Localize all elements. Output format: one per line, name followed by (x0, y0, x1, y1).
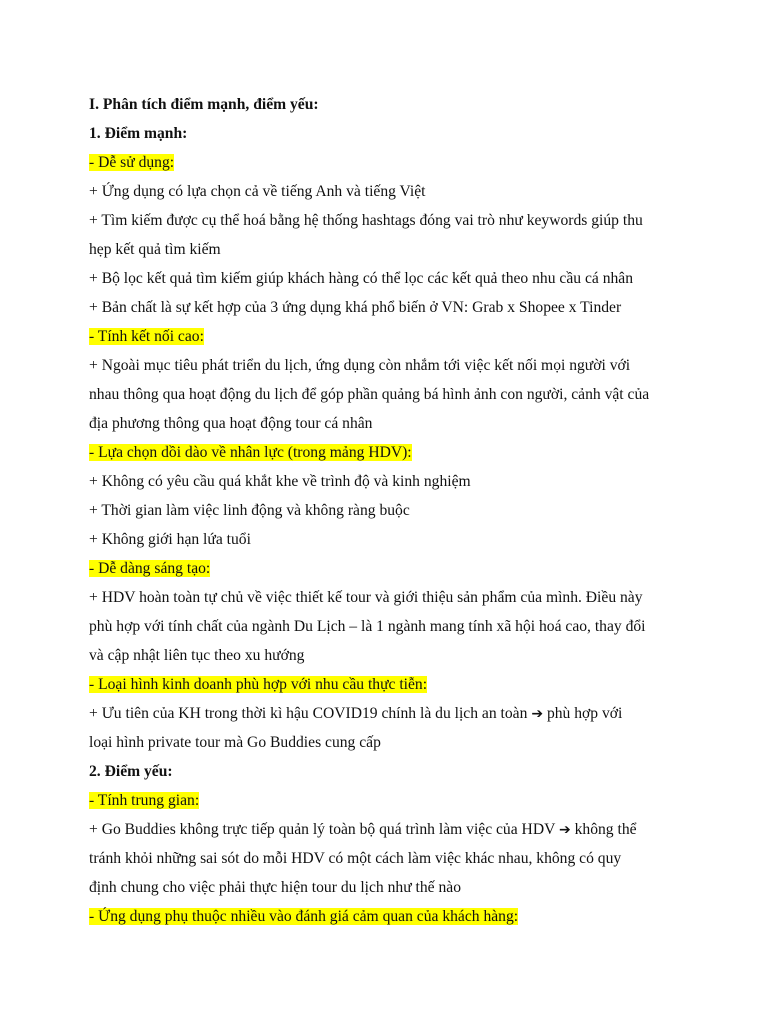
connectivity-heading: - Tính kết nối cao: (89, 328, 204, 345)
intermediary-heading: - Tính trung gian: (89, 792, 200, 809)
ease-of-use-heading: - Dễ sử dụng: (89, 154, 175, 171)
list-item: + Ngoài mục tiêu phát triển du lịch, ứng dụng còn nhắm tới việc kết nối mọi người với (89, 357, 631, 374)
section-title: I. Phân tích điểm mạnh, điểm yếu: (89, 96, 319, 113)
list-item-continued: loại hình private tour mà Go Buddies cung cấp (89, 734, 381, 751)
list-item-continued: hẹp kết quả tìm kiếm (89, 241, 221, 258)
list-item-continued: và cập nhật liên tục theo xu hướng (89, 647, 305, 664)
connectivity-heading-line (89, 322, 719, 351)
list-item-continued: tránh khỏi những sai sót do mỗi HDV có một cách làm việc khác nhau, không có quy (89, 850, 622, 867)
strengths-heading: 1. Điểm mạnh: (89, 125, 188, 142)
list-item: + Ứng dụng có lựa chọn cả về tiếng Anh và tiếng Việt (89, 183, 426, 200)
list-item-continued: phù hợp với tính chất của ngành Du Lịch – là 1 ngành mang tính xã hội hoá cao, thay đổi (89, 618, 646, 635)
weaknesses-heading: 2. Điểm yếu: (89, 763, 173, 780)
business-fit-heading-line (89, 670, 719, 699)
dependence-heading-line (89, 902, 719, 931)
arrow-right-icon: ➔ (558, 822, 571, 838)
creativity-heading-line (89, 554, 719, 583)
list-item: + Không có yêu cầu quá khắt khe về trình độ và kinh nghiệm (89, 473, 471, 490)
list-item: + Tìm kiếm được cụ thể hoá bằng hệ thống hashtags đóng vai trò như keywords giúp thu (89, 212, 643, 229)
list-item-continued: nhau thông qua hoạt động du lịch để góp phần quảng bá hình ảnh con người, cảnh vật của (89, 386, 650, 403)
creativity-heading: - Dễ dàng sáng tạo: (89, 560, 211, 577)
list-item: + HDV hoàn toàn tự chủ về việc thiết kế tour và giới thiệu sản phẩm của mình. Điều này (89, 589, 643, 606)
workforce-heading: - Lựa chọn dồi dào về nhân lực (trong mảng HDV): (89, 444, 412, 461)
business-fit-heading: - Loại hình kinh doanh phù hợp với nhu cầu thực tiễn: (89, 676, 428, 693)
list-item-text: + Go Buddies không trực tiếp quản lý toàn bộ quá trình làm việc của HDV (89, 821, 556, 838)
list-item (89, 815, 719, 844)
list-item: + Bản chất là sự kết hợp của 3 ứng dụng khá phổ biến ở VN: Grab x Shopee x Tinder (89, 299, 622, 316)
list-item (89, 699, 719, 728)
arrow-right-icon: ➔ (531, 706, 544, 722)
list-item-continued: định chung cho việc phải thực hiện tour du lịch như thế nào (89, 879, 462, 896)
dependence-heading: - Ứng dụng phụ thuộc nhiều vào đánh giá cảm quan của khách hàng: (89, 908, 519, 925)
list-item-text: phù hợp với (546, 705, 623, 722)
workforce-heading-line (89, 438, 719, 467)
list-item: + Không giới hạn lứa tuổi (89, 531, 251, 548)
intermediary-heading-line (89, 786, 719, 815)
document-body (89, 90, 719, 931)
list-item-text: + Ưu tiên của KH trong thời kì hậu COVID19 chính là du lịch an toàn (89, 705, 528, 722)
list-item-text: không thể (574, 821, 637, 838)
list-item: + Thời gian làm việc linh động và không ràng buộc (89, 502, 410, 519)
ease-of-use-heading-line (89, 148, 719, 177)
list-item: + Bộ lọc kết quả tìm kiếm giúp khách hàng có thể lọc các kết quả theo nhu cầu cá nhân (89, 270, 633, 287)
list-item-continued: địa phương thông qua hoạt động tour cá nhân (89, 415, 373, 432)
